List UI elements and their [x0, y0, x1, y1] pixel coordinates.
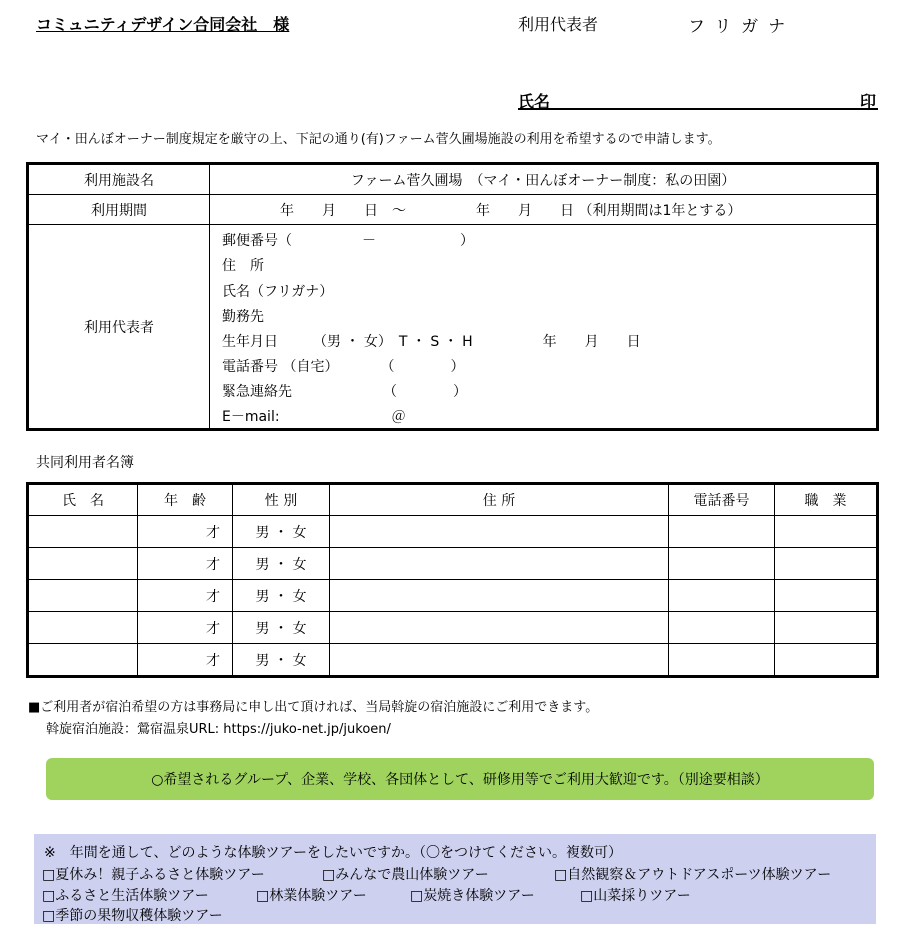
- co-user-phone-cell[interactable]: [669, 548, 775, 580]
- survey-option[interactable]: □ふるさと生活体験ツアー: [42, 888, 209, 904]
- co-user-occupation-cell[interactable]: [775, 612, 878, 644]
- co-user-gender-cell[interactable]: 男 ・ 女: [233, 580, 330, 612]
- header-age: 年 齢: [138, 484, 233, 516]
- address-field[interactable]: 住 所: [222, 258, 264, 274]
- co-user-address-cell[interactable]: [330, 644, 669, 677]
- survey-option[interactable]: □みんなで農山体験ツアー: [322, 867, 489, 883]
- representative-details[interactable]: [210, 225, 878, 430]
- co-user-name-cell[interactable]: [28, 612, 138, 644]
- co-user-list-title: 共同利用者名簿: [36, 455, 134, 471]
- co-user-gender-cell[interactable]: 男 ・ 女: [233, 612, 330, 644]
- email-field[interactable]: E－mail: ＠: [222, 409, 406, 425]
- intro-text: マイ・田んぼオーナー制度規定を厳守の上、下記の通り(有)ファーム菅久圃場施設の利用を希望するので申請します。: [36, 132, 721, 147]
- workplace-field[interactable]: 勤務先: [222, 309, 264, 325]
- postal-code-field[interactable]: 郵便番号（ － ）: [222, 233, 474, 249]
- header-name: 氏 名: [28, 484, 138, 516]
- co-user-table: [26, 482, 879, 678]
- co-user-phone-cell[interactable]: [669, 612, 775, 644]
- header-gender: 性 別: [233, 484, 330, 516]
- co-user-address-cell[interactable]: [330, 612, 669, 644]
- birthdate-field[interactable]: 生年月日 （男 ・ 女） T ・ S ・ H 年 月 日: [222, 334, 641, 350]
- representative-label: 利用代表者: [518, 15, 599, 34]
- co-user-gender-cell[interactable]: 男 ・ 女: [233, 516, 330, 548]
- period-label: 利用期間: [28, 195, 210, 225]
- accommodation-note: ■ご利用者が宿泊希望の方は事務局に申し出て頂ければ、当局斡旋の宿泊施設にご利用できます。: [28, 700, 599, 715]
- survey-option[interactable]: □夏休み！親子ふるさと体験ツアー: [42, 867, 265, 883]
- table-row: [28, 580, 878, 612]
- representative-row-label: 利用代表者: [28, 225, 210, 430]
- period-field[interactable]: 年 月 日 〜 年 月 日 （利用期間は1年とする）: [210, 195, 878, 225]
- emergency-contact-field[interactable]: 緊急連絡先 （ ）: [222, 384, 467, 400]
- seal-label: 印: [860, 92, 877, 111]
- co-user-phone-cell[interactable]: [669, 516, 775, 548]
- co-user-occupation-cell[interactable]: [775, 548, 878, 580]
- co-user-gender-cell[interactable]: 男 ・ 女: [233, 548, 330, 580]
- co-user-phone-cell[interactable]: [669, 644, 775, 677]
- header-address: 住 所: [330, 484, 669, 516]
- co-user-age-cell[interactable]: 才: [138, 548, 233, 580]
- survey-question: ※ 年間を通して、どのような体験ツアーをしたいですか。（〇をつけてください。複数可）: [44, 845, 623, 861]
- survey-option[interactable]: □炭焼き体験ツアー: [410, 888, 535, 904]
- furigana-label: フリガナ: [688, 17, 796, 37]
- tour-survey-box: [34, 834, 876, 924]
- table-row: [28, 644, 878, 677]
- name-furigana-field[interactable]: 氏名（フリガナ）: [222, 284, 334, 300]
- home-phone-field[interactable]: 電話番号 （自宅） （ ）: [222, 359, 465, 375]
- header-occupation: 職 業: [775, 484, 878, 516]
- table-row: [28, 612, 878, 644]
- co-user-age-cell[interactable]: 才: [138, 612, 233, 644]
- co-user-address-cell[interactable]: [330, 548, 669, 580]
- co-user-address-cell[interactable]: [330, 580, 669, 612]
- co-user-gender-cell[interactable]: 男 ・ 女: [233, 644, 330, 677]
- co-user-name-cell[interactable]: [28, 548, 138, 580]
- co-user-age-cell[interactable]: 才: [138, 516, 233, 548]
- co-user-name-cell[interactable]: [28, 516, 138, 548]
- survey-option[interactable]: □林業体験ツアー: [256, 888, 367, 904]
- co-user-occupation-cell[interactable]: [775, 580, 878, 612]
- survey-option[interactable]: □自然観察＆アウトドアスポーツ体験ツアー: [554, 867, 832, 883]
- co-user-occupation-cell[interactable]: [775, 644, 878, 677]
- facility-label: 利用施設名: [28, 164, 210, 195]
- table-row: [28, 516, 878, 548]
- company-name: コミュニティデザイン合同会社 様: [36, 15, 290, 34]
- header-phone: 電話番号: [669, 484, 775, 516]
- group-welcome-banner: [46, 758, 874, 800]
- accommodation-facility-note: 斡旋宿泊施設：鶯宿温泉URL: https://juko-net.jp/jukoen/: [46, 722, 391, 737]
- table-row: [28, 548, 878, 580]
- co-user-name-cell[interactable]: [28, 580, 138, 612]
- survey-option[interactable]: □季節の果物収穫体験ツアー: [42, 908, 223, 924]
- group-welcome-text: ○希望されるグループ、企業、学校、各団体として、研修用等でご利用大歓迎です。（別途要相談）: [151, 772, 769, 788]
- co-user-address-cell[interactable]: [330, 516, 669, 548]
- co-user-phone-cell[interactable]: [669, 580, 775, 612]
- survey-option[interactable]: □山菜採りツアー: [580, 888, 691, 904]
- co-user-occupation-cell[interactable]: [775, 516, 878, 548]
- co-user-age-cell[interactable]: 才: [138, 580, 233, 612]
- co-user-name-cell[interactable]: [28, 644, 138, 677]
- name-signature-line[interactable]: [518, 108, 878, 110]
- co-user-age-cell[interactable]: 才: [138, 644, 233, 677]
- facility-value: ファーム菅久圃場 （マイ・田んぼオーナー制度：私の田園）: [210, 164, 878, 195]
- name-label: 氏名: [518, 92, 551, 111]
- application-table: [26, 162, 879, 431]
